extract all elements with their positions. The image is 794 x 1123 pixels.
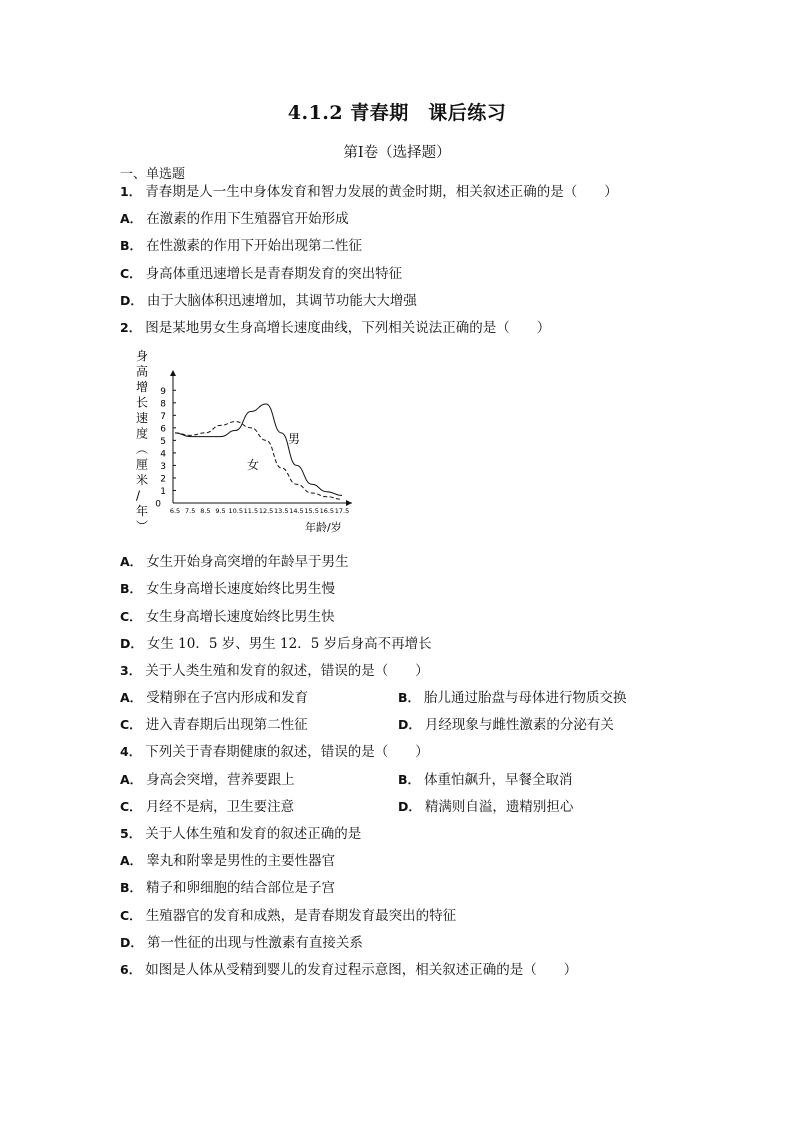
question-5-option-a[interactable]: A． 睾丸和附睾是男性的主要性器官 (120, 853, 336, 869)
x-tick-label-3: 9.5 (215, 507, 226, 515)
x-tick-labels (170, 507, 349, 515)
y-axis-label-char-6: ︵ (136, 442, 149, 456)
height-growth-chart (130, 348, 370, 542)
y-tick-label-0: 0 (155, 499, 161, 510)
question-4-option-c[interactable]: C． 月经不是病，卫生要注意 (120, 799, 295, 815)
question-5-option-b[interactable]: B． 精子和卵细胞的结合部位是子宫 (120, 880, 336, 896)
x-axis-label: 年龄/岁 (305, 521, 342, 534)
y-tick-label-9: 9 (160, 386, 166, 397)
series-label-female: 女 (247, 458, 260, 472)
question-4-stem: 4． 下列关于青春期健康的叙述，错误的是（ ） (120, 744, 429, 760)
y-tick-label-3: 3 (160, 461, 166, 472)
document-title: 4.1.2 青春期 课后练习 (287, 102, 507, 124)
y-tick-label-1: 1 (160, 486, 166, 497)
y-tick-label-5: 5 (160, 436, 166, 447)
x-tick-label-6: 12.5 (258, 507, 274, 515)
x-tick-label-10: 16.5 (319, 507, 335, 515)
y-tick-label-6: 6 (160, 424, 166, 435)
y-axis-label-char-10: 年 (136, 504, 149, 518)
question-1-option-b[interactable]: B． 在性激素的作用下开始出现第二性征 (120, 238, 363, 254)
y-tick-label-2: 2 (160, 474, 166, 485)
chart-axes (170, 370, 352, 506)
question-2-stem: 2． 图是某地男女生身高增长速度曲线，下列相关说法正确的是（ ） (120, 320, 551, 336)
question-2-option-a[interactable]: A． 女生开始身高突增的年龄早于男生 (120, 554, 349, 570)
question-3-option-b[interactable]: B． 胎儿通过胎盘与母体进行物质交换 (398, 690, 627, 706)
y-axis-label-char-3: 长 (136, 395, 149, 410)
y-axis-label-char-7: 厘 (136, 457, 149, 472)
question-5-stem: 5． 关于人体生殖和发育的叙述正确的是 (120, 826, 362, 842)
y-axis-label-char-1: 高 (136, 364, 149, 379)
x-tick-label-7: 13.5 (274, 507, 289, 515)
chart-series (175, 404, 342, 499)
question-2-option-d[interactable]: D． 女生 10．5 岁、男生 12．5 岁后身高不再增长 (120, 636, 432, 652)
y-axis-arrow (170, 370, 176, 376)
y-axis-label-char-0: 身 (136, 349, 149, 363)
x-tick-label-1: 7.5 (185, 507, 196, 515)
series-line-male (175, 404, 342, 495)
question-6-stem: 6． 如图是人体从受精到婴儿的发育过程示意图，相关叙述正确的是（ ） (120, 962, 578, 978)
y-axis-label-char-2: 增 (136, 380, 149, 394)
y-axis-label-char-11: ︶ (136, 519, 149, 534)
x-tick-label-8: 14.5 (289, 507, 304, 515)
question-1-option-a[interactable]: A． 在激素的作用下生殖器官开始形成 (120, 211, 349, 227)
question-4-option-b[interactable]: B． 体重怕飙升，早餐全取消 (398, 772, 573, 788)
y-tick-label-4: 4 (160, 449, 166, 460)
question-4-option-d[interactable]: D． 精满则自溢，遗精别担心 (398, 799, 574, 815)
y-axis-label (136, 349, 148, 534)
y-axis-label-char-8: 米 (136, 473, 149, 487)
x-tick-label-0: 6.5 (169, 507, 181, 515)
question-3-stem: 3． 关于人类生殖和发育的叙述，错误的是（ ） (120, 663, 429, 679)
y-axis-label-char-5: 度 (136, 426, 149, 441)
question-3-option-c[interactable]: C． 进入青春期后出现第二性征 (120, 717, 308, 733)
question-5-option-d[interactable]: D． 第一性征的出现与性激素有直接关系 (120, 935, 363, 951)
series-label-male: 男 (288, 432, 301, 446)
question-1-stem: 1． 青春期是人一生中身体发育和智力发展的黄金时期，相关叙述正确的是（ ） (120, 184, 618, 200)
question-3-option-d[interactable]: D． 月经现象与雌性激素的分泌有关 (398, 717, 614, 733)
section-heading: 一、单选题 (120, 167, 186, 182)
y-tick-label-8: 8 (160, 399, 166, 410)
y-axis-label-char-9: / (136, 488, 141, 503)
x-axis-arrow (346, 500, 352, 506)
question-5-option-c[interactable]: C． 生殖器官的发育和成熟，是青春期发育最突出的特征 (120, 908, 457, 924)
x-tick-label-9: 15.5 (304, 507, 319, 515)
question-2-option-c[interactable]: C． 女生身高增长速度始终比男生快 (120, 609, 335, 625)
y-tick-label-7: 7 (160, 411, 166, 422)
growth-chart-svg (130, 348, 370, 538)
x-tick-label-4: 10.5 (228, 507, 243, 515)
question-2-option-b[interactable]: B． 女生身高增长速度始终比男生慢 (120, 581, 336, 597)
question-1-option-c[interactable]: C． 身高体重迅速增长是青春期发育的突出特征 (120, 266, 403, 282)
x-tick-label-2: 8.5 (200, 507, 211, 515)
x-tick-label-11: 17.5 (334, 507, 350, 515)
volume-heading: 第Ⅰ卷（选择题） (343, 145, 451, 161)
question-1-option-d[interactable]: D． 由于大脑体积迅速增加，其调节功能大大增强 (120, 293, 417, 309)
question-3-option-a[interactable]: A． 受精卵在子宫内形成和发育 (120, 690, 309, 706)
question-4-option-a[interactable]: A． 身高会突增，营养要跟上 (120, 772, 295, 788)
y-axis-label-char-4: 速 (136, 411, 149, 425)
x-tick-label-5: 11.5 (243, 507, 259, 515)
